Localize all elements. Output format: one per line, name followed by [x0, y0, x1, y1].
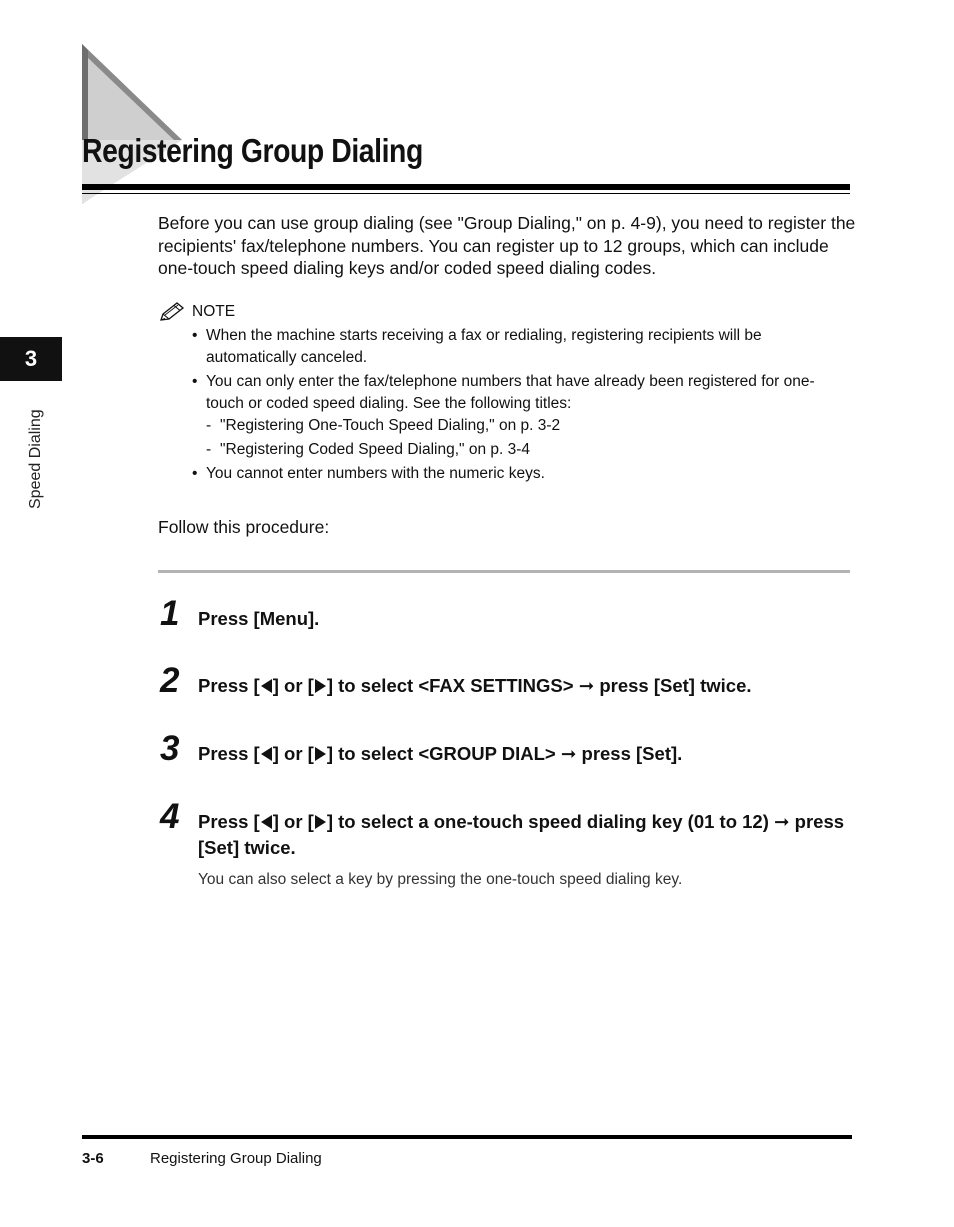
step-text-part: ] to select <GROUP DIAL> ➞ press [Set].	[326, 743, 683, 764]
step-text-part: ] to select <FAX SETTINGS> ➞ press [Set] twice.	[326, 675, 752, 696]
header-triangle-decoration	[82, 44, 192, 204]
right-arrow-icon	[315, 747, 326, 761]
step-text	[198, 741, 858, 767]
step-number: 1	[160, 594, 180, 633]
step-text-part: Press [	[198, 811, 260, 832]
procedure-lead: Follow this procedure:	[158, 517, 330, 537]
procedure-rule	[158, 570, 850, 573]
step-4-note: You can also select a key by pressing the one-touch speed dialing key.	[198, 871, 683, 888]
step-text	[198, 809, 858, 861]
intro-paragraph: Before you can use group dialing (see "Group Dialing," on p. 4-9), you need to register the recipients' fax/telephone numbers. You can register up to 12 groups, which can include one-touch speed dialing keys and/or coded speed dialing codes.	[158, 213, 856, 278]
note-sub-item	[192, 415, 832, 437]
step-text-part: ] or [	[272, 811, 314, 832]
note-item-text: You can only enter the fax/telephone numbers that have already been registered for one-touch or coded speed dialing. See the following titles:	[206, 373, 815, 412]
title-rule-thin	[82, 193, 850, 194]
pencil-icon	[158, 301, 186, 323]
chapter-side-label: Speed Dialing	[27, 409, 44, 509]
footer-title: Registering Group Dialing	[150, 1150, 322, 1167]
chapter-number: 3	[24, 346, 38, 371]
step-text: Press [Menu].	[198, 608, 320, 629]
bullet: •	[192, 327, 198, 344]
dash: -	[206, 417, 212, 434]
step-text-part: ] or [	[272, 743, 314, 764]
note-item	[192, 325, 832, 368]
step-text-part: ] or [	[272, 675, 314, 696]
bullet: •	[192, 465, 198, 482]
page-number: 3-6	[82, 1150, 104, 1167]
note-item	[192, 371, 832, 414]
step-number: 3	[160, 729, 180, 768]
note-label: NOTE	[192, 303, 236, 320]
bullet: •	[192, 373, 198, 390]
step-text-part: ] to select a one-touch speed dialing key (01 to 12) ➞ press [Set] twice.	[198, 811, 845, 858]
note-item-text: When the machine starts receiving a fax or redialing, registering recipients will be automatically canceled.	[206, 327, 762, 366]
note-item	[192, 463, 832, 485]
right-arrow-icon	[315, 815, 326, 829]
note-heading	[158, 301, 235, 323]
title-rule-thick	[82, 184, 850, 190]
step-text	[198, 673, 858, 699]
left-arrow-icon	[261, 815, 272, 829]
step-text-part: Press [	[198, 743, 260, 764]
note-sub-item-text: "Registering Coded Speed Dialing," on p. 3-4	[220, 440, 530, 458]
note-sub-item	[192, 439, 832, 461]
chapter-tab	[0, 337, 62, 381]
right-arrow-icon	[315, 679, 326, 693]
left-arrow-icon	[261, 679, 272, 693]
step-number: 4	[160, 797, 180, 836]
step-text-part: Press [	[198, 675, 260, 696]
note-list	[192, 325, 832, 488]
left-arrow-icon	[261, 747, 272, 761]
note-sub-item-text: "Registering One-Touch Speed Dialing," on p. 3-2	[220, 417, 561, 434]
step-number: 2	[160, 661, 180, 700]
page-title: Registering Group Dialing	[82, 132, 423, 169]
footer-rule	[82, 1135, 852, 1139]
note-item-text: You cannot enter numbers with the numeric keys.	[206, 465, 545, 482]
dash: -	[206, 440, 212, 458]
